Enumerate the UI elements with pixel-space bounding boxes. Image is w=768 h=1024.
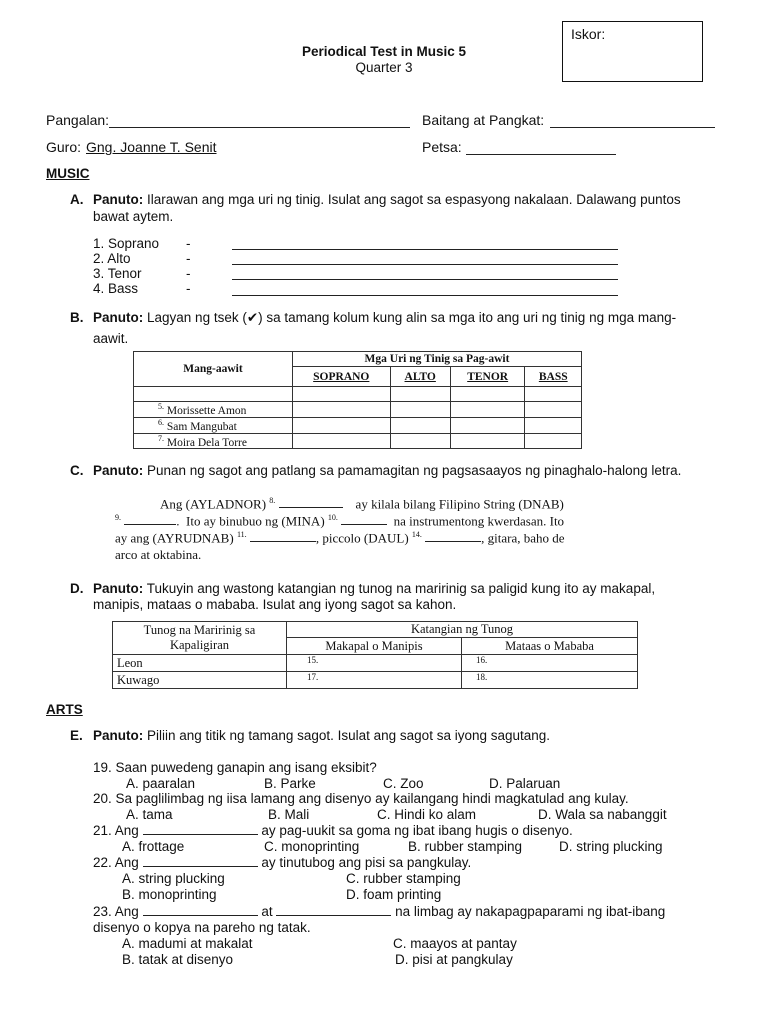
col-singer: Mang-aawit bbox=[134, 352, 293, 387]
dash: - bbox=[186, 266, 191, 281]
answer-line-1[interactable] bbox=[232, 236, 618, 250]
option[interactable]: C. monoprinting bbox=[264, 839, 360, 854]
grade-label: Baitang at Pangkat: bbox=[422, 112, 545, 128]
name-label: Pangalan: bbox=[46, 112, 110, 128]
page-title: Periodical Test in Music 5 bbox=[301, 44, 467, 59]
table-row: $^{6.}$ Sam Mangubat bbox=[134, 417, 582, 433]
option[interactable]: B. Parke bbox=[264, 776, 316, 791]
table-row: Leon 15. 16. bbox=[113, 655, 638, 672]
option[interactable]: C. maayos at pantay bbox=[393, 936, 517, 951]
table-row: $^{7.}$ Moira Dela Torre bbox=[134, 433, 582, 449]
section-b-instruction: Panuto: Lagyan ng tsek (✔) sa tamang kolum kung alin sa mga ito ang uri ng tinig ng mga mang- bbox=[93, 310, 677, 325]
option[interactable]: D. Wala sa nabanggit bbox=[538, 807, 667, 822]
option[interactable]: D. foam printing bbox=[346, 887, 442, 902]
para-line-2: $^{9.}$ . Ito ay binubuo ng (MINA) $^{10.}$ na instrumentong kwerdasan. Ito bbox=[115, 513, 565, 529]
section-e-instruction: Panuto: Piliin ang titik ng tamang sagot. Isulat ang sagot sa iyong sagutang. bbox=[93, 728, 551, 743]
page-subtitle: Quarter 3 bbox=[355, 60, 413, 75]
item-2: 2. Alto bbox=[93, 251, 131, 266]
name-field[interactable] bbox=[109, 112, 410, 128]
answer-line-2[interactable] bbox=[232, 251, 618, 265]
grade-field[interactable] bbox=[550, 112, 715, 128]
score-label: Iskor: bbox=[571, 26, 606, 42]
option[interactable]: A. paaralan bbox=[126, 776, 196, 791]
option[interactable]: B. Mali bbox=[268, 807, 310, 822]
dash: - bbox=[186, 251, 191, 266]
col-group-voice-types: Mga Uri ng Tinig sa Pag-awit bbox=[293, 352, 582, 367]
col-high-low: Mataas o Mababa bbox=[462, 638, 638, 655]
table-row: Kuwago 17. 18. bbox=[113, 672, 638, 689]
option[interactable]: D. string plucking bbox=[559, 839, 663, 854]
section-a-instruction: Panuto: Ilarawan ang mga uri ng tinig. Isulat ang sagot sa espasyong nakalaan. Dalawang puntos bbox=[93, 192, 681, 207]
col-sound: Tunog na Maririnig sa Kapaligiran bbox=[113, 622, 287, 655]
item-4: 4. Bass bbox=[93, 281, 139, 296]
col-bass: BASS bbox=[525, 367, 582, 387]
option[interactable]: A. frottage bbox=[122, 839, 185, 854]
option[interactable]: C. rubber stamping bbox=[346, 871, 461, 886]
option[interactable]: A. madumi at makalat bbox=[122, 936, 253, 951]
section-c-instruction: Panuto: Punan ng sagot ang patlang sa pamamagitan ng pagsasaayos ng pinaghalo-halong letra. bbox=[93, 463, 682, 478]
dash: - bbox=[186, 236, 191, 251]
question-23: 23. Ang at na limbag ay nakapagpaparami ng ibat-ibang bbox=[93, 904, 666, 919]
para-line-3: ay ang (AYRUDNAB) $^{11.}$ , piccolo (DAUL) $^{14.}$ , gitara, baho de bbox=[115, 530, 565, 546]
section-c-letter: C. bbox=[70, 463, 84, 478]
col-tenor: TENOR bbox=[450, 367, 525, 387]
arts-heading: ARTS bbox=[46, 702, 83, 717]
sound-table bbox=[112, 621, 638, 689]
option[interactable]: A. string plucking bbox=[122, 871, 225, 886]
voice-table bbox=[133, 351, 582, 449]
question-21: 21. Ang ay pag-uukit sa goma ng ibat ibang hugis o disenyo. bbox=[93, 823, 573, 838]
col-group-sound-quality: Katangian ng Tunog bbox=[287, 622, 638, 638]
para-line-4: arco at oktabina. bbox=[115, 547, 202, 562]
question-23-cont: disenyo o kopya na pareho ng tatak. bbox=[93, 920, 311, 935]
section-b-instruction-cont: aawit. bbox=[93, 331, 129, 346]
section-a-instruction-cont: bawat aytem. bbox=[93, 209, 174, 224]
question-20: 20. Sa paglilimbag ng iisa lamang ang disenyo ay kailangang hindi magkatulad ang kulay. bbox=[93, 791, 629, 806]
question-19: 19. Saan puwedeng ganapin ang isang eksibit? bbox=[93, 760, 377, 775]
music-heading: MUSIC bbox=[46, 166, 90, 181]
col-alto: ALTO bbox=[390, 367, 450, 387]
para-line-1: Ang (AYLADNOR) $^{8.}$ ay kilala bilang Filipino String (DNAB) bbox=[160, 496, 564, 512]
option[interactable]: B. monoprinting bbox=[122, 887, 217, 902]
teacher-label: Guro: bbox=[46, 139, 82, 155]
table-row: $^{5.}$ Morissette Amon bbox=[134, 402, 582, 418]
col-soprano: SOPRANO bbox=[293, 367, 391, 387]
option[interactable]: B. tatak at disenyo bbox=[122, 952, 234, 967]
teacher-name: Gng. Joanne T. Senit bbox=[86, 139, 217, 155]
option[interactable]: A. tama bbox=[126, 807, 173, 822]
option[interactable]: D. pisi at pangkulay bbox=[395, 952, 513, 967]
section-b-letter: B. bbox=[70, 310, 84, 325]
item-1: 1. Soprano bbox=[93, 236, 160, 251]
question-22: 22. Ang ay tinutubog ang pisi sa pangkulay. bbox=[93, 855, 472, 870]
section-d-letter: D. bbox=[70, 581, 84, 596]
section-a-letter: A. bbox=[70, 192, 84, 207]
answer-line-3[interactable] bbox=[232, 266, 618, 280]
date-field[interactable] bbox=[466, 139, 616, 155]
section-e-letter: E. bbox=[70, 728, 83, 743]
section-d-instruction-cont: manipis, mataas o mababa. Isulat ang iyong sagot sa kahon. bbox=[93, 597, 457, 612]
col-thick-thin: Makapal o Manipis bbox=[287, 638, 462, 655]
option[interactable]: D. Palaruan bbox=[489, 776, 561, 791]
answer-line-4[interactable] bbox=[232, 281, 618, 296]
option[interactable]: C. Zoo bbox=[383, 776, 424, 791]
dash: - bbox=[186, 281, 191, 296]
option[interactable]: B. rubber stamping bbox=[408, 839, 523, 854]
option[interactable]: C. Hindi ko alam bbox=[377, 807, 477, 822]
date-label: Petsa: bbox=[422, 139, 462, 155]
item-3: 3. Tenor bbox=[93, 266, 142, 281]
section-d-instruction: Panuto: Tukuyin ang wastong katangian ng tunog na maririnig sa paligid kung ito ay makapal, bbox=[93, 581, 656, 596]
